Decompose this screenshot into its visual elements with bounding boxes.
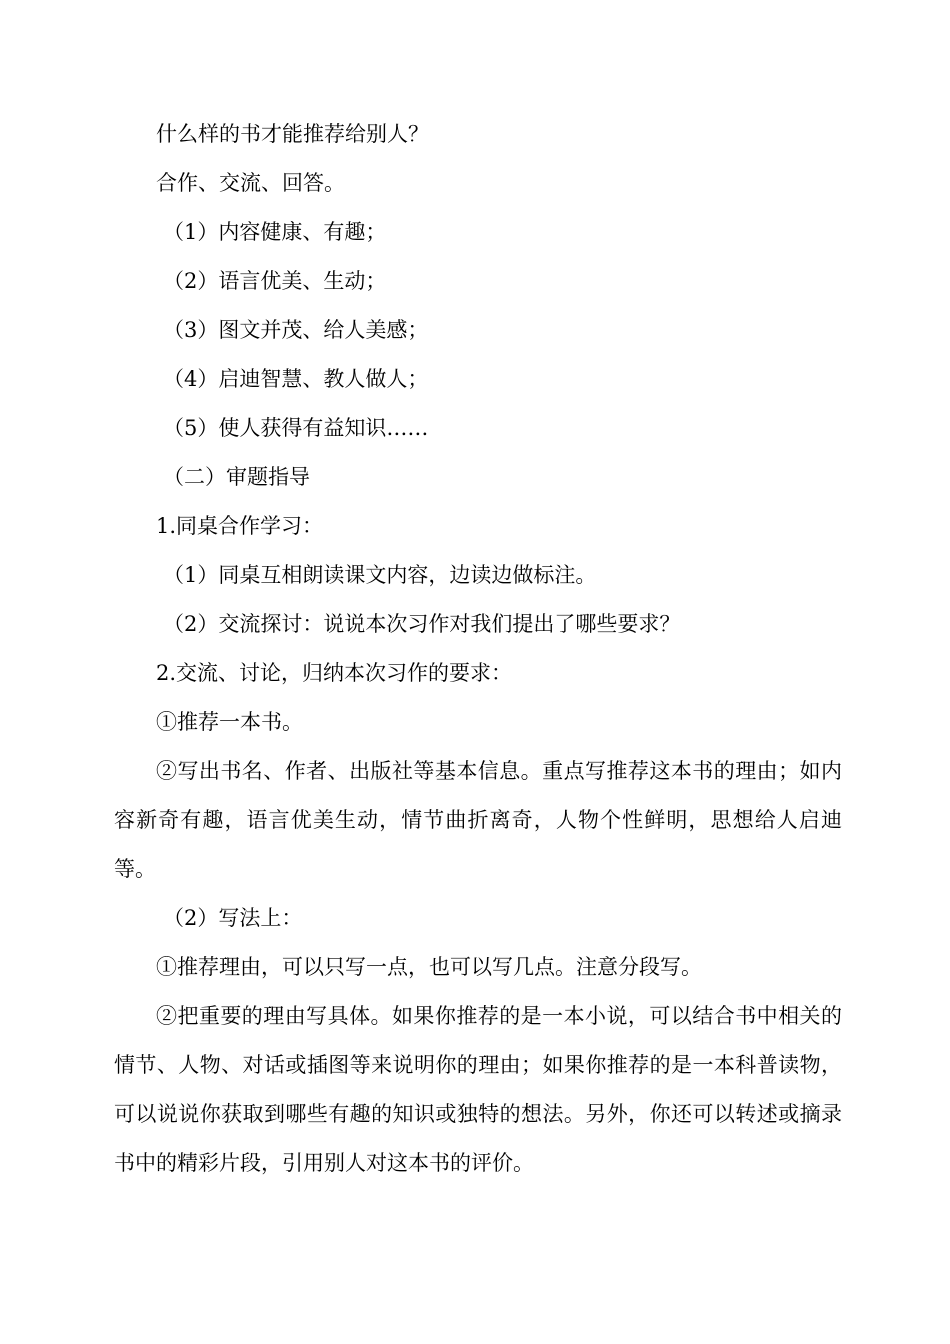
list-item: （4）启迪智慧、教人做人； [163,367,429,391]
list-item: （2）交流探讨：说说本次习作对我们提出了哪些要求？ [163,612,681,636]
list-item: （3）图文并茂、给人美感； [163,318,429,342]
step-heading: 1.同桌合作学习： [156,514,324,538]
list-item: （2）语言优美、生动； [163,269,387,293]
list-item: （1）内容健康、有趣； [163,220,387,244]
section-heading: （二）审题指导 [163,465,310,489]
list-item: （1）同桌互相朗读课文内容，边读边做标注。 [163,563,597,587]
step-heading: 2.交流、讨论，归纳本次习作的要求： [156,661,513,685]
requirement-paragraph: ②把重要的理由写具体。如果你推荐的是一本小说，可以结合书中相关的情节、人物、对话或插图等来说明你的理由；如果你推荐的是一本科普读物，可以说说你获取到哪些有趣的知识或独特的想法。另外，你还可以转述或摘录书中的精彩片段，引用别人对这本书的评价。 [114,1004,842,1175]
document-body [114,110,842,1188]
requirement-paragraph: ②写出书名、作者、出版社等基本信息。重点写推荐这本书的理由；如内容新奇有趣，语言优美生动，情节曲折离奇，人物个性鲜明，思想给人启迪等。 [114,759,842,881]
subsection-heading: （2）写法上： [163,906,303,930]
question-line: 什么样的书才能推荐给别人？ [156,122,429,146]
list-item: （5）使人获得有益知识…… [163,416,429,440]
requirement-item: ①推荐一本书。 [156,710,303,734]
requirement-item: ①推荐理由，可以只写一点，也可以写几点。注意分段写。 [156,955,702,979]
instruction-line: 合作、交流、回答。 [156,171,345,195]
